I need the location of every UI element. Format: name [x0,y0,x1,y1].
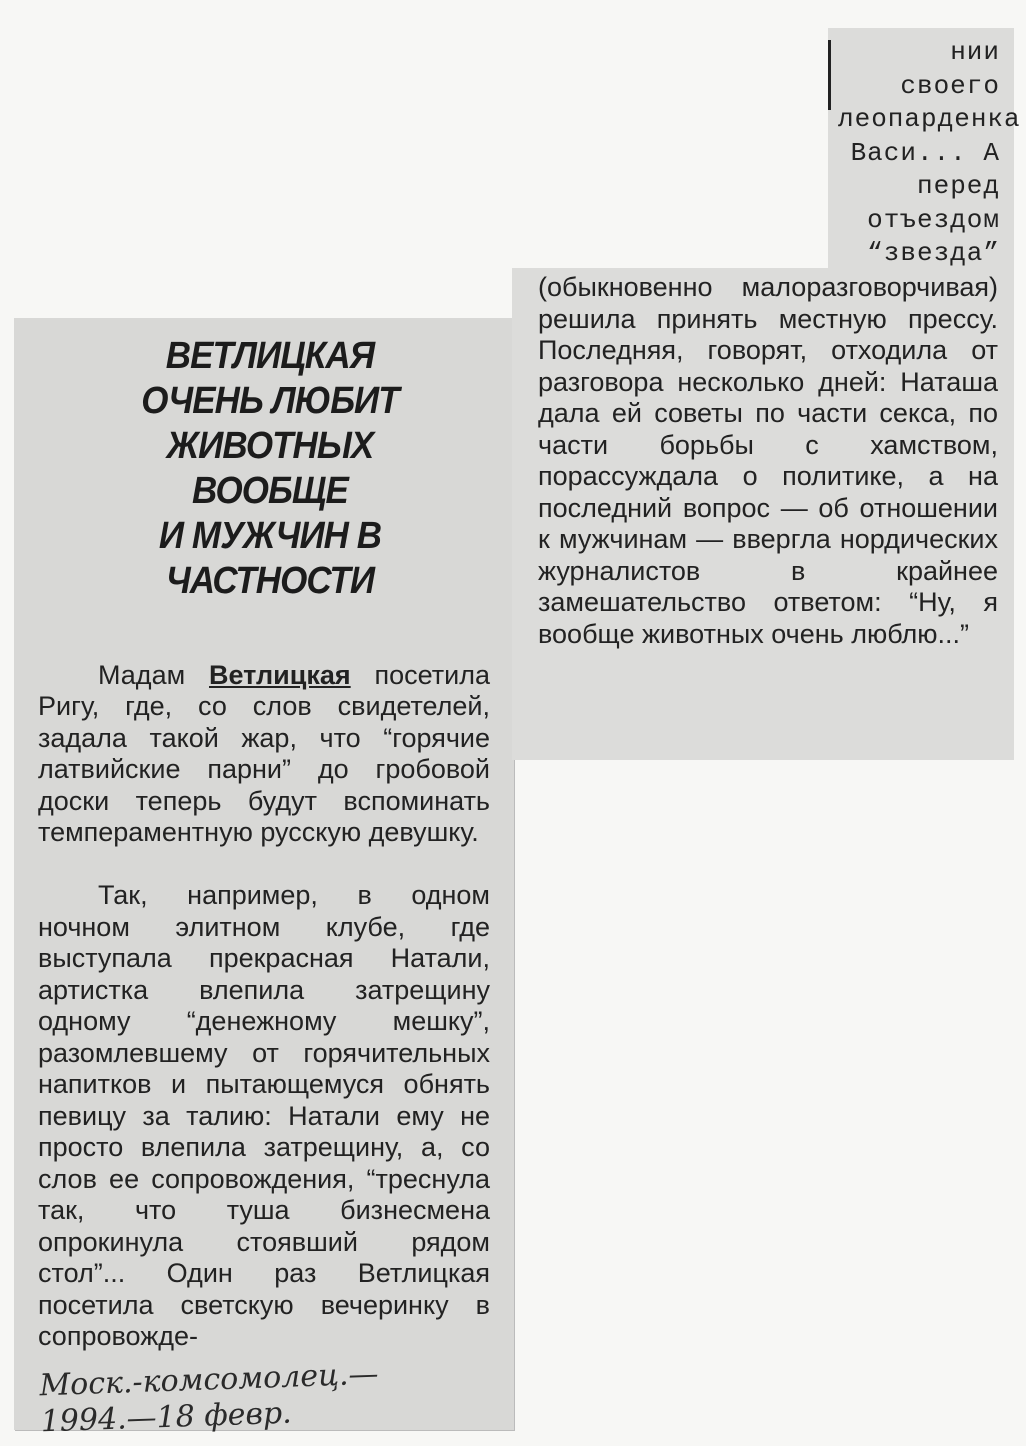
paragraph-2: Так, например, в одном ночном элитном клубе, где выступала прекрасная Натали, артистка влепила затрещину одному “денежному мешку”, разомлевшему от горячительных напитков и пытающемуся обнять певицу за талию: Натали ему не просто влепила затрещину, а, со слов ее сопровождения, “треснула так, что туша бизнесмена опрокинула стоявший рядом стол”... Один раз Ветлицкая посетила светскую вечеринку в сопровожде- [38,880,490,1351]
handwritten-source-note: Моск.-комсомолец.— 1994.—18 февр. [38,1356,380,1440]
subject-name: Ветлицкая [209,659,351,690]
paragraph-1 [38,660,490,849]
clipping-edge-mark [828,40,831,110]
article-body-left [38,628,490,1384]
headline-line: ОЧЕНЬ ЛЮБИТ [141,380,399,422]
paragraph-1-prefix: Мадам [98,659,209,690]
article-continuation-top: нии своего леопарденка Васи... А перед отъездом “звезда” [838,37,1021,268]
article-continuation-main: (обыкновенно малоразговорчивая) решила принять местную прессу. Последняя, говорят, отходила от разговора несколько дней: Наташа дала ей советы по части секса, по части борьбы с хамством, порассуждала о политике, а на последний вопрос — об отношении к мужчинам — ввергла нордических журналистов в крайнее замешательство ответом: “Ну, я вообще животных очень люблю...” [538,272,998,649]
headline-line: ВООБЩЕ [192,470,348,512]
headline-line: ЧАСТНОСТИ [165,560,375,602]
headline-line: ВЕТЛИЦКАЯ [165,335,375,377]
paragraph-1-rest: посетила Ригу, где, со слов свидетелей, задала такой жар, что “горячие латвийские парни” до гробовой доски теперь будут вспоминать темпераментную русскую девушку. [38,659,490,847]
headline-line: И МУЖЧИН В [158,515,382,557]
article-headline [77,334,463,604]
headline-line: ЖИВОТНЫХ [166,425,374,467]
